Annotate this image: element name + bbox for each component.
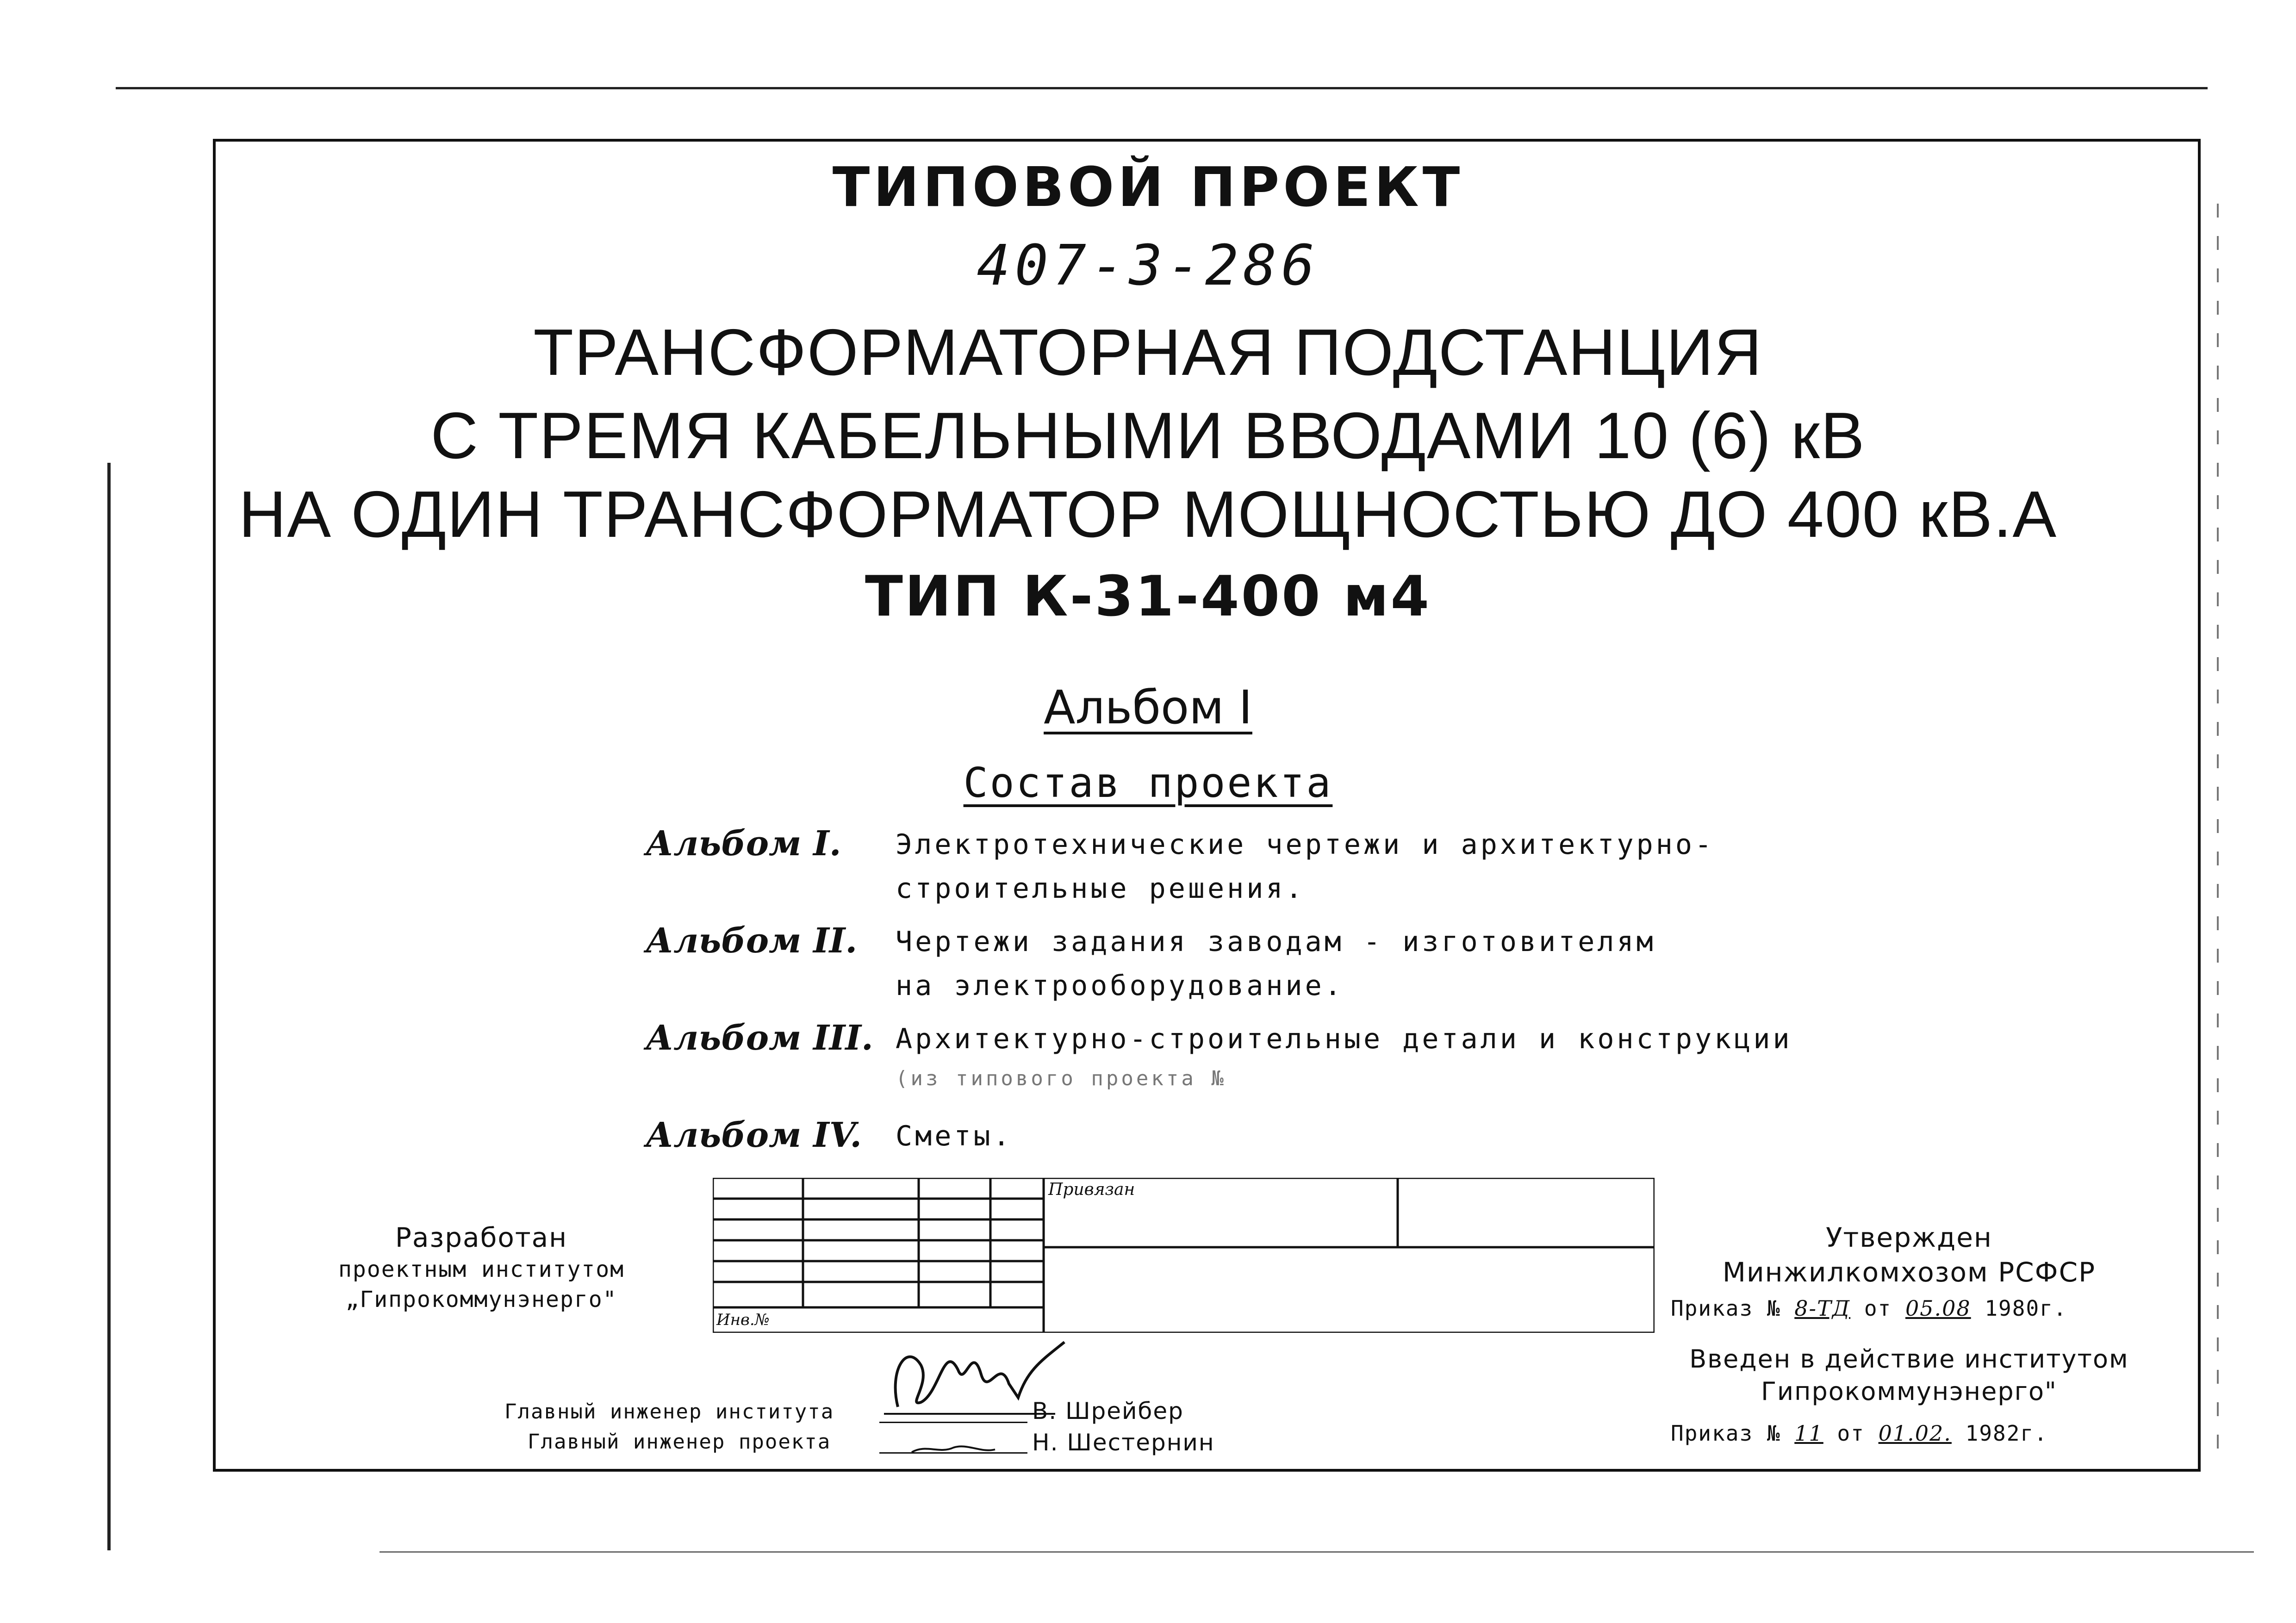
album-3-line-2: (из типового проекта № [896,1067,1226,1090]
approval-order-year: 1980г. [1985,1296,2067,1321]
approval-order [1671,1296,2067,1321]
album-4-label: Альбом IV. [646,1115,862,1155]
chief-institute-label: Главный инженер института [504,1400,834,1424]
chief-institute-name: В. Шрейбер [1032,1398,1184,1424]
signature-mark [879,1314,1074,1425]
stamp-table [713,1178,1655,1333]
top-rule [116,87,2208,89]
album-3-line-1: Архитектурно-строительные детали и конструкции [896,1023,1792,1055]
approval-order-no: 8-ТД [1794,1296,1851,1321]
album-3-label: Альбом III. [646,1018,873,1058]
enactment-order-from: от [1837,1421,1865,1446]
substation-type: ТИП К-31-400 м4 [865,565,1431,629]
developer-line-2: проектным институтом [338,1256,624,1282]
chief-project-label: Главный инженер проекта [528,1430,831,1454]
developer-line-3: „Гипрокоммунэнерго" [345,1287,617,1312]
approval-order-prefix: Приказ № [1671,1296,1781,1321]
enactment-order-prefix: Приказ № [1671,1421,1781,1446]
project-number: 407-3-286 [977,234,1319,298]
signature-mark-2 [907,1439,1000,1458]
approval-order-from: от [1864,1296,1892,1321]
enactment-order [1671,1421,2048,1446]
stamp-bound-label: Привязан [1048,1180,1135,1199]
bottom-rule [380,1551,2254,1553]
title-line-2: С ТРЕМЯ КАБЕЛЬНЫМИ ВВОДАМИ 10 (6) кВ [430,399,1866,473]
developer-line-1: Разработан [395,1222,568,1253]
approval-line-2: Минжилкомхозом РСФСР [1722,1256,2096,1288]
album-2-line-2: на электрооборудование. [896,970,1344,1002]
album-2-line-1: Чертежи задания заводам - изготовителям [896,926,1656,958]
title-line-1: ТРАНСФОРМАТОРНАЯ ПОДСТАНЦИЯ [533,316,1763,389]
enactment-line-1: Введен в действие институтом [1689,1344,2129,1374]
title-line-3: НА ОДИН ТРАНСФОРМАТОР МОЩНОСТЬЮ ДО 400 кВ.А [238,478,2058,551]
album-1-line-1: Электротехнические чертежи и архитектурно- [896,828,1715,861]
composition-heading: Состав проекта [963,759,1333,807]
album-1-line-2: строительные решения. [896,872,1305,905]
chief-project-name: Н. Шестернин [1032,1429,1215,1456]
approval-order-date: 05.08 [1905,1296,1971,1321]
album-4-line-1: Сметы. [896,1120,1013,1152]
approval-line-1: Утвержден [1826,1222,1992,1253]
enactment-line-2: Гипрокоммунэнерго" [1761,1377,2057,1406]
enactment-order-date: 01.02. [1878,1421,1952,1446]
album-2-label: Альбом II. [646,921,858,961]
stamp-inventory-label: Инв.№ [716,1311,770,1329]
right-dashed-line [2217,204,2219,1453]
album-1-label: Альбом I. [646,824,841,864]
album-heading: Альбом I [1044,680,1252,734]
project-series: ТИПОВОЙ ПРОЕКТ [832,155,1464,219]
enactment-order-year: 1982г. [1965,1421,2048,1446]
enactment-order-no: 11 [1794,1421,1823,1446]
